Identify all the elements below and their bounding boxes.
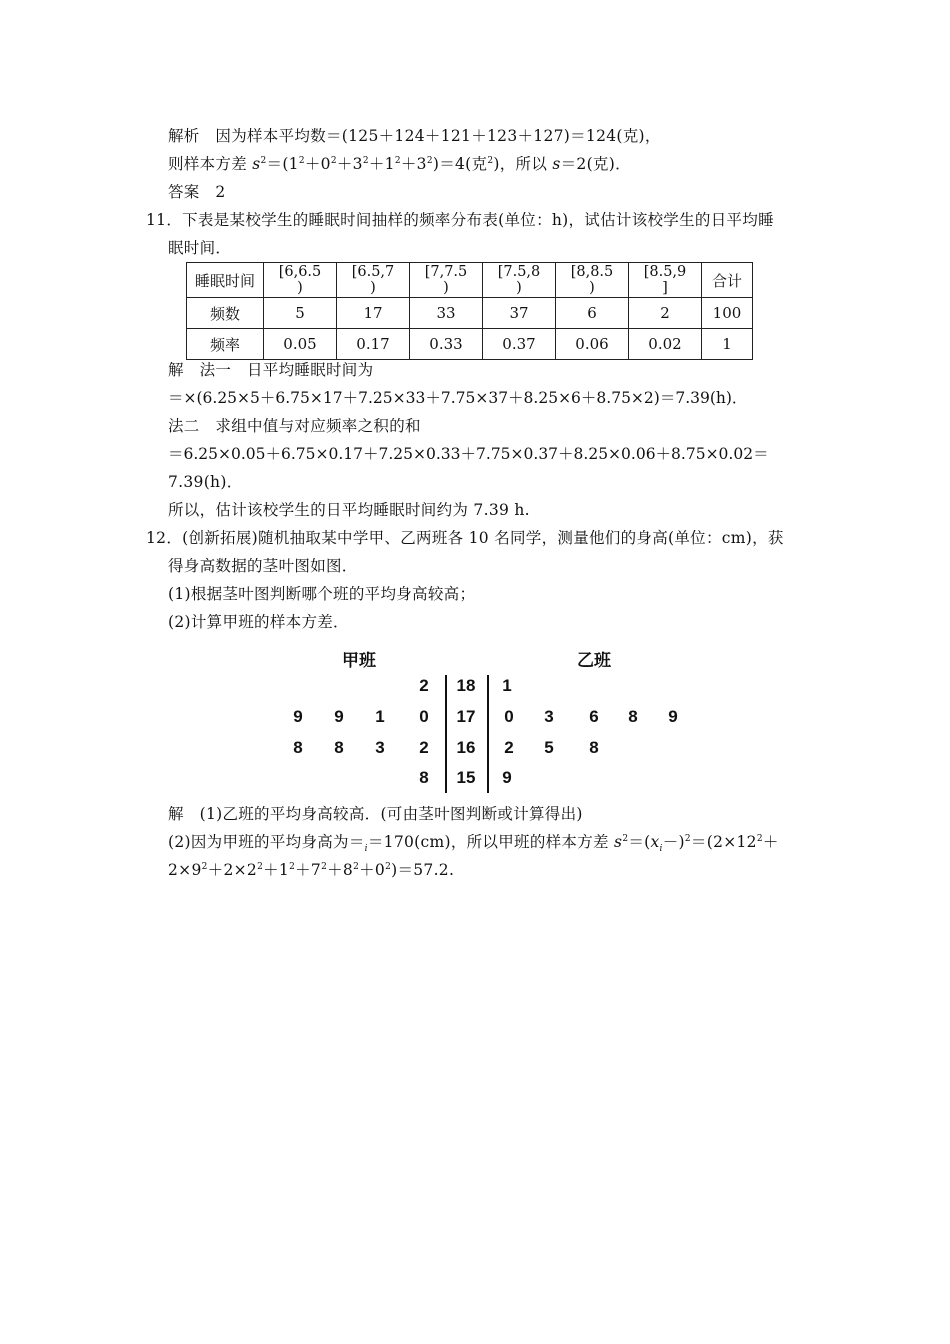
q11-solution-3: 法二 求组中值与对应频率之积的和 xyxy=(168,417,421,435)
left-class-title: 甲班 xyxy=(342,651,376,671)
stem-divider-right xyxy=(487,675,489,793)
frequency-table xyxy=(186,262,753,360)
q12-solution-2: (2)因为甲班的平均身高为$=_i=170(cm)$，所以甲班的样本方差 $s^2=(x_i-)^2=(2\times 12^2+$ xyxy=(168,833,779,855)
right-leaf: 9 xyxy=(668,707,678,726)
table-cell: 17 xyxy=(337,298,410,329)
right-leaf: 0 xyxy=(504,707,514,726)
q11-line-2: 眠时间． xyxy=(168,239,232,257)
q11-solution-5: 7.39(h)． xyxy=(168,473,243,491)
right-leaf: 2 xyxy=(504,738,514,757)
q12-solution-3: $2\times 9^2+2\times 2^2+1^2+7^2+8^2+0^2)=57.2$. xyxy=(168,861,455,879)
q11-solution-6: 所以，估计该校学生的日平均睡眠时间约为 7.39 h. xyxy=(168,501,530,519)
left-leaf: 2 xyxy=(419,738,429,757)
table-cell: 37 xyxy=(483,298,556,329)
table-header-row xyxy=(187,263,753,298)
right-leaf: 8 xyxy=(628,707,638,726)
header-cell: 合计 xyxy=(702,263,753,298)
answer-line: 答案 2 xyxy=(168,183,226,201)
table-cell: 100 xyxy=(702,298,753,329)
q11-solution-2: ＝×(6.25×5＋6.75×17＋7.25×33＋7.75×37＋8.25×6＋8.75×2)＝7.39(h)． xyxy=(168,389,748,407)
header-cell: 睡眠时间 xyxy=(187,263,264,298)
table-row xyxy=(187,298,753,329)
q11-solution-1: 解 法一 日平均睡眠时间为 xyxy=(168,361,374,379)
header-cell: [8,8.5 ) xyxy=(556,263,629,298)
right-leaf: 6 xyxy=(589,707,599,726)
table-cell: 2 xyxy=(629,298,702,329)
left-leaf: 8 xyxy=(334,738,344,757)
stem-value: 17 xyxy=(456,707,476,726)
table-cell: 6 xyxy=(556,298,629,329)
right-leaf: 5 xyxy=(544,738,554,757)
right-leaf: 1 xyxy=(502,676,512,695)
table-cell: 0.06 xyxy=(556,329,629,360)
left-leaf: 0 xyxy=(419,707,429,726)
header-cell: [7.5,8 ) xyxy=(483,263,556,298)
table-cell: 33 xyxy=(410,298,483,329)
header-cell: [7,7.5 ) xyxy=(410,263,483,298)
right-class-title: 乙班 xyxy=(577,651,611,671)
stem-value: 16 xyxy=(456,738,476,757)
table-cell: 频率 xyxy=(187,329,264,360)
table-cell: 0.02 xyxy=(629,329,702,360)
table-cell: 0.05 xyxy=(264,329,337,360)
table-row xyxy=(187,329,753,360)
analysis-line-2: 则样本方差 $s^2=(1^2+0^2+3^2+1^2+3^2)=4$(克$^2$)，所以 s＝2(克)． xyxy=(168,155,631,173)
q11-solution-4: ＝6.25×0.05＋6.75×0.17＋7.25×0.33＋7.75×0.37＋8.25×0.06＋8.75×0.02＝ xyxy=(168,445,769,463)
q12-line-3: (1)根据茎叶图判断哪个班的平均身高较高； xyxy=(168,585,476,603)
q12-line-1: 12．(创新拓展)随机抽取某中学甲、乙两班各 10 名同学，测量他们的身高(单位：cm)，获 xyxy=(146,529,784,547)
stem-divider-left xyxy=(445,675,447,793)
right-leaf: 3 xyxy=(544,707,554,726)
header-cell: [8.5,9 ] xyxy=(629,263,702,298)
left-leaf: 3 xyxy=(375,738,385,757)
q12-solution-1: 解 (1)乙班的平均身高较高．(可由茎叶图判断或计算得出) xyxy=(168,805,583,823)
table-cell: 0.37 xyxy=(483,329,556,360)
right-leaf: 9 xyxy=(502,768,512,787)
left-leaf: 8 xyxy=(419,768,429,787)
right-leaf: 8 xyxy=(589,738,599,757)
q12-line-2: 得身高数据的茎叶图如图． xyxy=(168,557,358,575)
left-leaf: 8 xyxy=(293,738,303,757)
header-cell: [6.5,7 ) xyxy=(337,263,410,298)
table-cell: 0.33 xyxy=(410,329,483,360)
table-cell: 0.17 xyxy=(337,329,410,360)
header-cell: [6,6.5 ) xyxy=(264,263,337,298)
stem-value: 18 xyxy=(456,676,476,695)
stem-value: 15 xyxy=(456,768,476,787)
q11-line-1: 11．下表是某校学生的睡眠时间抽样的频率分布表(单位：h)，试估计该校学生的日平均睡 xyxy=(146,211,774,229)
q12-line-4: (2)计算甲班的样本方差． xyxy=(168,613,349,631)
table-cell: 1 xyxy=(702,329,753,360)
table-cell: 频数 xyxy=(187,298,264,329)
left-leaf: 1 xyxy=(375,707,385,726)
left-leaf: 9 xyxy=(334,707,344,726)
analysis-line-1: 解析 因为样本平均数＝(125＋124＋121＋123＋127)＝124(克)， xyxy=(168,127,661,145)
left-leaf: 2 xyxy=(419,676,429,695)
table-cell: 5 xyxy=(264,298,337,329)
left-leaf: 9 xyxy=(293,707,303,726)
